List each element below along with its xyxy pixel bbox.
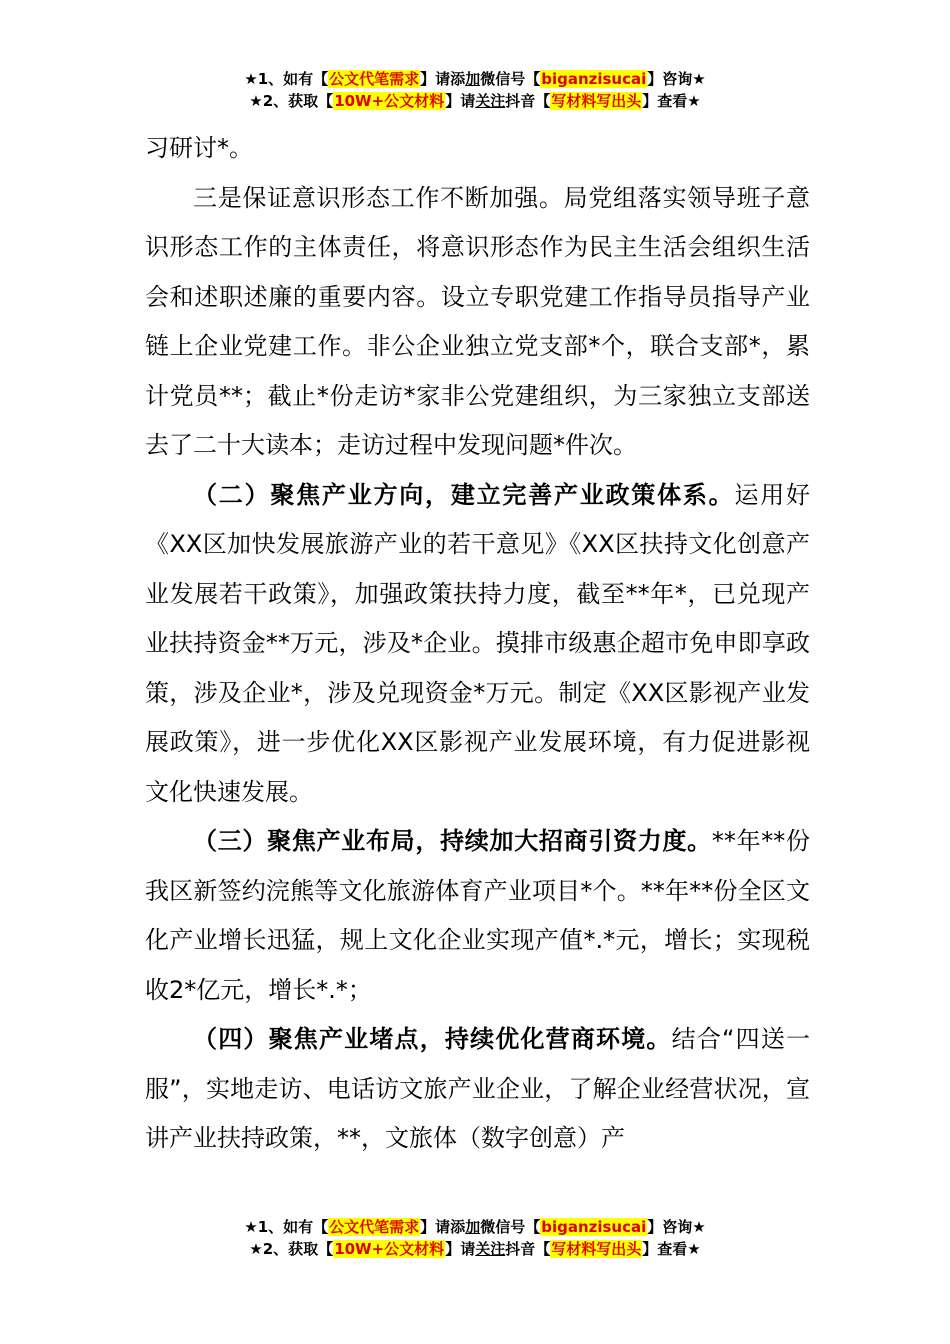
paragraph-continuation: 习研讨*。	[145, 134, 253, 162]
banner-douyin-id: 写材料写出头	[551, 1240, 642, 1258]
banner-highlight: 10W+公文材料	[334, 1240, 445, 1258]
banner-wechat-id: biganzisucai	[541, 70, 647, 88]
banner-wechat-id: biganzisucai	[541, 1218, 647, 1236]
banner-line-1: ★1、如有【公文代笔需求】请添加微信号【biganzisucai】咨询★	[244, 1218, 706, 1236]
paragraph-business-environment: （四）聚焦产业堵点，持续优化营商环境。结合“四送一服”，实地走访、电话访文旅产业企业，了解企业经营状况，宣讲产业扶持政策，**，文旅体（数字创意）产	[145, 1025, 811, 1152]
section-heading: （四）聚焦产业堵点，持续优化营商环境。	[193, 1025, 672, 1053]
footer-banner	[0, 1216, 950, 1260]
header-banner	[0, 68, 950, 112]
document-body	[145, 124, 810, 1164]
banner-line-1: ★1、如有【公文代笔需求】请添加微信号【biganzisucai】咨询★	[244, 70, 706, 88]
paragraph-policy: （二）聚焦产业方向，建立完善产业政策体系。运用好《XX区加快发展旅游产业的若干意见》《XX区扶持文化创意产业发展若干政策》，加强政策扶持力度，截至**年*，已兑现产业扶持资金**万元，涉及*企业。摸排市级惠企超市免申即享政策，涉及企业*，涉及兑现资金*万元。制定《XX区影视产业发展政策》，进一步优化XX区影视产业发展环境，有力促进影视文化快速发展。	[145, 480, 811, 806]
banner-highlight: 公文代笔需求	[329, 70, 420, 88]
paragraph-ideology: 三是保证意识形态工作不断加强。局党组落实领导班子意识形态工作的主体责任，将意识形态作为民主生活会组织生活会和述职述廉的重要内容。设立专职党建工作指导员指导产业链上企业党建工作。非公企业独立党支部*个，联合支部*，累计党员**；截止*份走访*家非公党建组织，为三家独立支部送去了二十大读本；走访过程中发现问题*件次。	[145, 183, 810, 459]
banner-line-2: ★2、获取【10W+公文材料】请关注抖音【写材料写出头】查看★	[249, 92, 701, 110]
banner-line-2: ★2、获取【10W+公文材料】请关注抖音【写材料写出头】查看★	[249, 1240, 701, 1258]
banner-highlight: 10W+公文材料	[334, 92, 445, 110]
banner-douyin-id: 写材料写出头	[551, 92, 642, 110]
section-heading: （三）聚焦产业布局，持续加大招商引资力度。	[193, 827, 712, 855]
banner-highlight: 公文代笔需求	[329, 1218, 420, 1236]
section-heading: （二）聚焦产业方向，建立完善产业政策体系。	[193, 480, 735, 509]
paragraph-investment: （三）聚焦产业布局，持续加大招商引资力度。**年**份我区新签约浣熊等文化旅游体育产业项目*个。**年**份全区文化产业增长迅猛，规上文化企业实现产值*.*元，增长；实现税收2*亿元，增长*.*；	[145, 827, 810, 1004]
